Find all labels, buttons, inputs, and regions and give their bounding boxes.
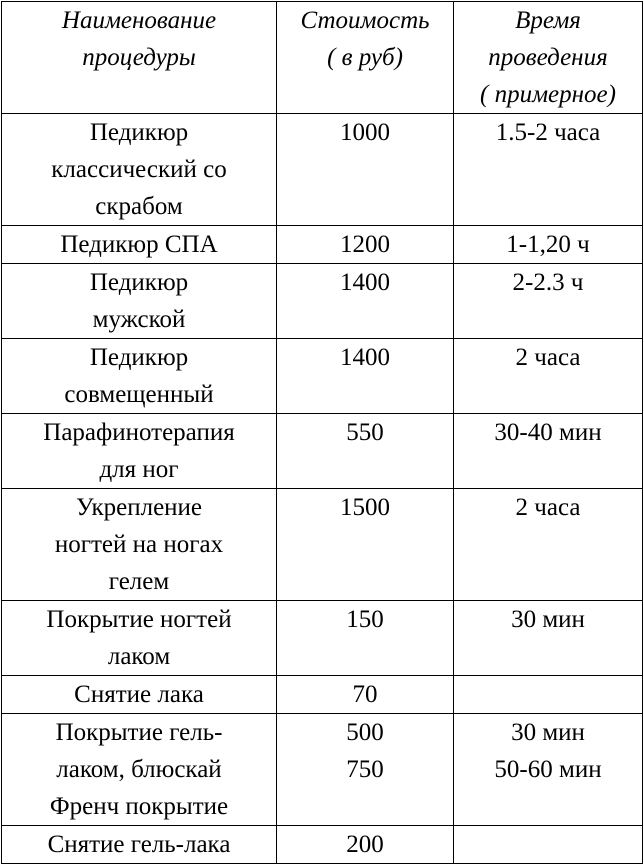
procedure-name-text: лаком — [107, 643, 171, 670]
duration-cell — [454, 114, 643, 226]
duration-cell — [454, 676, 643, 714]
price-text: 200 — [346, 831, 384, 858]
header-procedure-name — [2, 2, 277, 114]
price-text: 550 — [346, 419, 384, 446]
duration-cell — [454, 489, 643, 601]
price-text: 1000 — [340, 119, 390, 146]
table-header-row — [2, 2, 643, 114]
price-text: 1400 — [340, 269, 390, 296]
procedure-name-text: лаком, блюскай — [56, 756, 222, 783]
price-text: 150 — [346, 606, 384, 633]
duration-cell — [454, 601, 643, 676]
price-text: 500 — [346, 719, 384, 746]
procedure-name-cell — [2, 264, 277, 339]
table-row — [2, 264, 643, 339]
procedure-name-cell — [2, 601, 277, 676]
duration-text: 1.5-2 часа — [495, 119, 601, 146]
procedure-name-cell — [2, 114, 277, 226]
price-cell — [277, 489, 454, 601]
table-row — [2, 714, 643, 826]
procedure-name-text: скрабом — [95, 193, 183, 220]
duration-text: 30 мин — [511, 606, 585, 633]
duration-text: 2 часа — [515, 344, 581, 371]
table-row — [2, 226, 643, 264]
procedure-name-text: Парафинотерапия — [43, 419, 235, 446]
price-cell — [277, 414, 454, 489]
procedure-name-text: совмещенный — [64, 381, 214, 408]
price-cell — [277, 114, 454, 226]
header-text: процедуры — [82, 44, 196, 71]
header-text: Время — [515, 7, 581, 34]
procedure-name-cell — [2, 676, 277, 714]
price-cell — [277, 226, 454, 264]
procedure-name-text: Педикюр — [89, 269, 189, 296]
table-body — [2, 114, 643, 864]
header-text: проведения — [488, 44, 608, 71]
price-cell — [277, 826, 454, 864]
price-cell — [277, 676, 454, 714]
table-row — [2, 489, 643, 601]
table-row — [2, 826, 643, 864]
table-row — [2, 676, 643, 714]
duration-cell — [454, 264, 643, 339]
procedure-name-text: Педикюр — [89, 344, 189, 371]
procedure-name-text: Педикюр — [89, 119, 189, 146]
duration-cell — [454, 339, 643, 414]
price-text: 70 — [352, 681, 378, 708]
procedure-name-cell — [2, 826, 277, 864]
table-row — [2, 601, 643, 676]
procedure-name-cell — [2, 489, 277, 601]
procedure-name-text: Снятие гель-лака — [47, 831, 231, 858]
duration-text — [454, 676, 642, 713]
procedure-name-cell — [2, 414, 277, 489]
duration-text: 2-2.3 ч — [512, 269, 584, 296]
duration-cell — [454, 714, 643, 826]
procedure-name-text: Покрытие гель- — [55, 719, 223, 746]
procedure-name-cell — [2, 226, 277, 264]
header-text: ( в руб) — [327, 44, 403, 71]
duration-text: 30 мин — [511, 719, 585, 746]
duration-cell — [454, 414, 643, 489]
procedure-name-text: ногтей на ногах — [54, 531, 224, 558]
procedure-name-text: Покрытие ногтей — [46, 606, 232, 633]
table-row — [2, 114, 643, 226]
procedure-name-text: классический со — [51, 156, 227, 183]
header-text: Наименование — [61, 7, 217, 34]
price-text: 750 — [346, 756, 384, 783]
header-cost — [277, 2, 454, 114]
price-text: 1200 — [340, 231, 390, 258]
table-row — [2, 339, 643, 414]
duration-text: 50-60 мин — [494, 756, 602, 783]
price-cell — [277, 601, 454, 676]
duration-text: 1-1,20 ч — [506, 231, 590, 258]
duration-text: 30-40 мин — [494, 419, 602, 446]
procedure-name-text: для ног — [99, 456, 179, 483]
table-row — [2, 414, 643, 489]
price-text: 1400 — [340, 344, 390, 371]
duration-cell — [454, 826, 643, 864]
procedure-name-cell — [2, 714, 277, 826]
procedure-name-text: Укрепление — [75, 494, 203, 521]
procedure-name-text: Френч покрытие — [49, 793, 229, 820]
procedure-name-text: гелем — [108, 568, 170, 595]
price-table — [1, 1, 643, 864]
header-text: Стоимость — [300, 7, 430, 34]
duration-text: 2 часа — [515, 494, 581, 521]
header-text: ( примерное) — [480, 81, 616, 108]
header-duration — [454, 2, 643, 114]
price-text: 1500 — [340, 494, 390, 521]
price-cell — [277, 339, 454, 414]
procedure-name-cell — [2, 339, 277, 414]
duration-cell — [454, 226, 643, 264]
procedure-name-text: Снятие лака — [74, 681, 204, 708]
duration-text — [454, 826, 642, 863]
price-cell — [277, 264, 454, 339]
procedure-name-text: Педикюр СПА — [60, 231, 218, 258]
procedure-name-text: мужской — [92, 306, 186, 333]
price-cell — [277, 714, 454, 826]
